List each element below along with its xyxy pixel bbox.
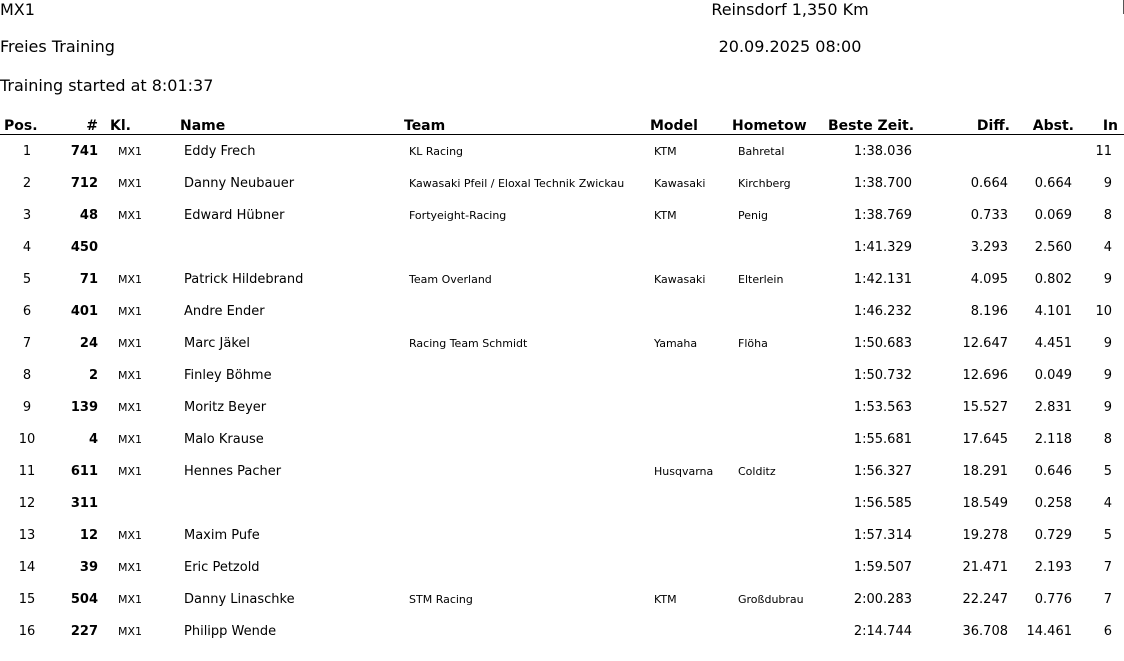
team-cell [404, 231, 650, 263]
position-cell: 10 [18, 431, 36, 447]
diff-cell: 18.291 [962, 463, 1008, 479]
position-cell: 3 [22, 207, 32, 223]
best-time-cell: 1:55.681 [853, 431, 912, 447]
rider-name-cell: Malo Krause [184, 431, 264, 447]
rider-name-cell: Finley Böhme [184, 367, 272, 383]
laps-cell: 6 [1103, 623, 1112, 639]
start-number-cell: 504 [70, 591, 98, 607]
class-cell: MX1 [118, 464, 143, 478]
laps-cell: 7 [1103, 591, 1112, 607]
gap-cell: 2.193 [1034, 559, 1072, 575]
best-time-cell: 1:56.327 [853, 463, 912, 479]
team-cell [404, 391, 650, 423]
team-cell [404, 519, 650, 551]
rider-name-cell [180, 231, 404, 263]
diff-cell: 36.708 [962, 623, 1008, 639]
laps-cell: 9 [1103, 367, 1112, 383]
table-row [0, 487, 1124, 519]
col-number: # [54, 114, 98, 135]
team-cell [404, 487, 650, 519]
table-row [0, 359, 1124, 391]
start-number-cell: 450 [70, 239, 98, 255]
rider-name-cell: Andre Ender [184, 303, 265, 319]
class-cell: MX1 [118, 432, 143, 446]
position-cell: 6 [22, 303, 32, 319]
rider-name-cell: Moritz Beyer [184, 399, 267, 415]
diff-cell: 22.247 [962, 591, 1008, 607]
hometown-cell [732, 615, 828, 647]
start-number-cell: 227 [70, 623, 98, 639]
diff-cell: 0.733 [970, 207, 1008, 223]
laps-cell: 5 [1103, 463, 1112, 479]
start-number-cell: 741 [70, 143, 98, 159]
position-cell: 5 [22, 271, 32, 287]
laps-cell: 10 [1095, 303, 1112, 319]
model-cell [650, 231, 732, 263]
hometown-cell: Großdubrau [738, 592, 804, 606]
col-hometown: Hometow [732, 114, 828, 135]
rider-name-cell [180, 487, 404, 519]
model-cell [650, 295, 732, 327]
model-cell: Kawasaki [654, 176, 706, 190]
team-cell: Team Overland [409, 272, 492, 286]
diff-cell: 12.647 [962, 335, 1008, 351]
start-number-cell: 39 [79, 559, 98, 575]
start-number-cell: 139 [70, 399, 98, 415]
table-row [0, 231, 1124, 263]
team-cell [404, 423, 650, 455]
col-abst: Abst. [1010, 114, 1080, 135]
position-cell: 12 [18, 495, 36, 511]
hometown-cell: Kirchberg [738, 176, 791, 190]
team-cell [404, 455, 650, 487]
table-row [0, 327, 1124, 359]
gap-cell: 2.560 [1034, 239, 1072, 255]
class-cell: MX1 [118, 368, 143, 382]
laps-cell: 4 [1103, 495, 1112, 511]
diff-cell: 12.696 [962, 367, 1008, 383]
class-cell: MX1 [118, 624, 143, 638]
model-cell [650, 423, 732, 455]
diff-cell: 0.664 [970, 175, 1008, 191]
laps-cell: 9 [1103, 399, 1112, 415]
hometown-cell: Bahretal [738, 144, 785, 158]
col-diff: Diff. [926, 114, 1010, 135]
start-number-cell: 4 [88, 431, 98, 447]
results-table [0, 114, 1124, 647]
best-time-cell: 1:42.131 [853, 271, 912, 287]
col-best-time: Beste Zeit. [828, 114, 926, 135]
model-cell [650, 391, 732, 423]
model-cell [650, 359, 732, 391]
diff-cell: 19.278 [962, 527, 1008, 543]
laps-cell: 8 [1103, 431, 1112, 447]
laps-cell: 9 [1103, 335, 1112, 351]
best-time-cell: 1:41.329 [853, 239, 912, 255]
laps-cell: 9 [1103, 271, 1112, 287]
hometown-cell [732, 295, 828, 327]
col-laps: In [1080, 114, 1124, 135]
model-cell: KTM [654, 144, 677, 158]
table-header-row [0, 114, 1124, 135]
class-cell: MX1 [118, 528, 143, 542]
gap-cell: 0.049 [1034, 367, 1072, 383]
rider-name-cell: Danny Linaschke [184, 591, 295, 607]
laps-cell: 4 [1103, 239, 1112, 255]
hometown-cell [732, 391, 828, 423]
table-row [0, 199, 1124, 231]
hometown-cell [732, 519, 828, 551]
position-cell: 8 [22, 367, 32, 383]
hometown-cell: Colditz [738, 464, 776, 478]
start-number-cell: 12 [79, 527, 98, 543]
table-row [0, 167, 1124, 199]
class-cell: MX1 [118, 272, 143, 286]
table-row [0, 135, 1124, 168]
position-cell: 2 [22, 175, 32, 191]
rider-name-cell: Patrick Hildebrand [184, 271, 304, 287]
best-time-cell: 1:50.732 [853, 367, 912, 383]
rider-name-cell: Eric Petzold [184, 559, 260, 575]
model-cell [650, 615, 732, 647]
rider-name-cell: Philipp Wende [184, 623, 277, 639]
laps-cell: 7 [1103, 559, 1112, 575]
gap-cell: 0.664 [1034, 175, 1072, 191]
start-number-cell: 48 [79, 207, 98, 223]
class-cell [98, 231, 180, 263]
class-cell: MX1 [118, 176, 143, 190]
model-cell: KTM [654, 592, 677, 606]
table-row [0, 583, 1124, 615]
gap-cell: 2.118 [1034, 431, 1072, 447]
gap-cell: 0.729 [1034, 527, 1072, 543]
model-cell [650, 551, 732, 583]
hometown-cell: Flöha [738, 336, 768, 350]
best-time-cell: 1:56.585 [853, 495, 912, 511]
diff-cell: 8.196 [970, 303, 1008, 319]
gap-cell [1010, 135, 1080, 168]
position-cell: 13 [18, 527, 36, 543]
table-row [0, 423, 1124, 455]
diff-cell: 17.645 [962, 431, 1008, 447]
team-cell [404, 615, 650, 647]
gap-cell: 0.802 [1034, 271, 1072, 287]
position-cell: 9 [22, 399, 32, 415]
diff-cell: 21.471 [962, 559, 1008, 575]
track-name: Reinsdorf 1,350 Km [711, 0, 869, 19]
col-pos: Pos. [0, 114, 54, 135]
best-time-cell: 1:59.507 [853, 559, 912, 575]
class-title: MX1 [0, 0, 35, 19]
diff-cell: 4.095 [970, 271, 1008, 287]
best-time-cell: 2:00.283 [853, 591, 912, 607]
team-cell: Racing Team Schmidt [409, 336, 528, 350]
best-time-cell: 1:38.769 [853, 207, 912, 223]
laps-cell: 8 [1103, 207, 1112, 223]
position-cell: 1 [22, 143, 32, 159]
team-cell [404, 359, 650, 391]
gap-cell: 4.101 [1034, 303, 1072, 319]
table-row [0, 263, 1124, 295]
best-time-cell: 1:57.314 [853, 527, 912, 543]
table-row [0, 615, 1124, 647]
class-cell: MX1 [118, 304, 143, 318]
class-cell: MX1 [118, 560, 143, 574]
table-row [0, 551, 1124, 583]
col-class: Kl. [98, 114, 180, 135]
table-row [0, 391, 1124, 423]
start-number-cell: 311 [70, 495, 98, 511]
diff-cell: 15.527 [962, 399, 1008, 415]
rider-name-cell: Hennes Pacher [184, 463, 282, 479]
rider-name-cell: Marc Jäkel [184, 335, 250, 351]
hometown-cell [732, 359, 828, 391]
session-datetime: 20.09.2025 08:00 [718, 37, 862, 56]
hometown-cell: Penig [738, 208, 769, 222]
col-name: Name [180, 114, 404, 135]
start-number-cell: 712 [70, 175, 98, 191]
position-cell: 4 [22, 239, 32, 255]
best-time-cell: 1:53.563 [853, 399, 912, 415]
table-row [0, 519, 1124, 551]
rider-name-cell: Edward Hübner [184, 207, 285, 223]
class-cell: MX1 [118, 144, 143, 158]
model-cell: KTM [654, 208, 677, 222]
start-number-cell: 24 [79, 335, 98, 351]
class-cell: MX1 [118, 336, 143, 350]
gap-cell: 14.461 [1026, 623, 1072, 639]
start-number-cell: 401 [70, 303, 98, 319]
gap-cell: 0.258 [1034, 495, 1072, 511]
start-number-cell: 71 [79, 271, 98, 287]
rider-name-cell: Danny Neubauer [184, 175, 295, 191]
table-row [0, 295, 1124, 327]
position-cell: 15 [18, 591, 36, 607]
team-cell [404, 551, 650, 583]
gap-cell: 2.831 [1034, 399, 1072, 415]
start-number-cell: 2 [88, 367, 98, 383]
best-time-cell: 1:50.683 [853, 335, 912, 351]
class-cell: MX1 [118, 208, 143, 222]
class-cell [98, 487, 180, 519]
best-time-cell: 2:14.744 [853, 623, 912, 639]
gap-cell: 4.451 [1034, 335, 1072, 351]
best-time-cell: 1:38.700 [853, 175, 912, 191]
session-title: Freies Training [0, 37, 115, 56]
hometown-cell [732, 423, 828, 455]
laps-cell: 5 [1103, 527, 1112, 543]
model-cell [650, 519, 732, 551]
team-cell: Fortyeight-Racing [409, 208, 507, 222]
laps-cell: 9 [1103, 175, 1112, 191]
start-time-text: Training started at 8:01:37 [0, 76, 214, 95]
best-time-cell: 1:46.232 [853, 303, 912, 319]
gap-cell: 0.069 [1034, 207, 1072, 223]
hometown-cell: Elterlein [738, 272, 784, 286]
hometown-cell [732, 551, 828, 583]
diff-cell: 3.293 [970, 239, 1008, 255]
position-cell: 7 [22, 335, 32, 351]
hometown-cell [732, 487, 828, 519]
model-cell: Husqvarna [654, 464, 714, 478]
laps-cell: 11 [1095, 143, 1112, 159]
model-cell: Kawasaki [654, 272, 706, 286]
team-cell: STM Racing [409, 592, 473, 606]
rider-name-cell: Eddy Frech [184, 143, 256, 159]
diff-cell [926, 135, 1010, 168]
best-time-cell: 1:38.036 [853, 143, 912, 159]
start-number-cell: 611 [70, 463, 98, 479]
position-cell: 11 [18, 463, 36, 479]
hometown-cell [732, 231, 828, 263]
col-model: Model [650, 114, 732, 135]
team-cell [404, 295, 650, 327]
team-cell: Kawasaki Pfeil / Eloxal Technik Zwickau [409, 176, 625, 190]
table-row [0, 455, 1124, 487]
rider-name-cell: Maxim Pufe [184, 527, 260, 543]
gap-cell: 0.646 [1034, 463, 1072, 479]
team-cell: KL Racing [409, 144, 464, 158]
model-cell [650, 487, 732, 519]
col-team: Team [404, 114, 650, 135]
model-cell: Yamaha [654, 336, 698, 350]
class-cell: MX1 [118, 592, 143, 606]
position-cell: 14 [18, 559, 36, 575]
position-cell: 16 [18, 623, 36, 639]
gap-cell: 0.776 [1034, 591, 1072, 607]
diff-cell: 18.549 [962, 495, 1008, 511]
class-cell: MX1 [118, 400, 143, 414]
